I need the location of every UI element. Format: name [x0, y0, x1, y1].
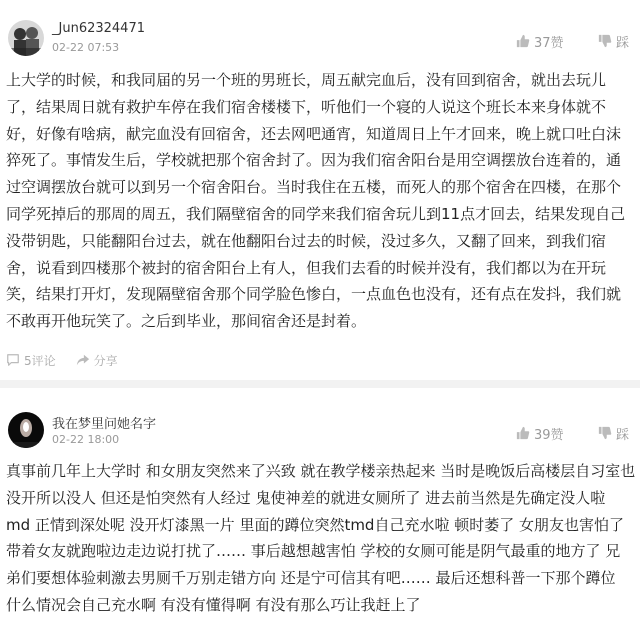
post-line: 舍，说看到四楼那个被封的宿舍阳台上有人，但我们去看的时候并没有，我们都以为在开玩	[6, 258, 607, 277]
share-icon	[76, 353, 90, 367]
post-line: 没开所以没人 但还是怕突然有人经过 鬼使神差的就进女厕所了 进去前当然是先确定没人啦	[6, 488, 606, 507]
like-count: 39赞	[534, 427, 564, 443]
post-header	[0, 392, 640, 456]
post-line: 过空调摆放台就可以到另一个宿舍阳台。当时我住在五楼，而死人的那个宿舍在四楼，在那个	[6, 178, 622, 197]
share-button[interactable]	[76, 352, 118, 369]
post-line: 带着女友就跑啦边走边说打扰了…… 事后越想越害怕 学校的女厕可能是阴气最重的地方了 兄	[6, 542, 621, 561]
post-footer	[6, 350, 118, 370]
dislike-button[interactable]	[598, 424, 629, 442]
avatar[interactable]	[8, 412, 44, 448]
post-line: 真事前几年上大学时 和女朋友突然来了兴致 就在教学楼亲热起来 当时是晚饭后高楼层自习室也	[6, 462, 636, 480]
post-body	[6, 458, 636, 619]
post-line: 什么情况会自己充水啊 有没有懂得啊 有没有那么巧让我赶上了	[6, 595, 421, 614]
like-count: 37赞	[534, 35, 564, 51]
like-button[interactable]	[516, 424, 564, 442]
username[interactable]: _Jun62324471	[52, 21, 145, 36]
dislike-label: 踩	[616, 427, 630, 443]
post-line: 同学死掉后的那周的周五，我们隔壁宿舍的同学来我们宿舍玩儿到11点才回去，结果发现自己	[6, 204, 626, 223]
avatar-figures-icon	[8, 20, 44, 56]
post-line: 了，结果周日就有救护车停在我们宿舍楼楼下，听他们一个寝的人说这个班长本来身体就不	[6, 97, 607, 116]
post-line: 好，好像有啥病，献完血没有回宿舍，还去网吧通宵，知道周日上午才回来，晚上就口吐白沫	[6, 124, 622, 143]
post-body	[6, 67, 636, 335]
post-line: 上大学的时候，和我同届的另一个班的男班长，周五献完血后，没有回到宿舍，就出去玩儿	[6, 71, 607, 89]
dislike-label: 踩	[616, 35, 630, 51]
post-line: 猝死了。事情发生后，学校就把那个宿舍封了。因为我们宿舍阳台是用空调摆放台连着的，通	[6, 151, 622, 170]
post-card	[0, 388, 640, 633]
post-timestamp: 02-22 07:53	[52, 41, 120, 54]
avatar[interactable]	[8, 20, 44, 56]
thumbs-down-icon	[598, 426, 612, 440]
comments-count: 5评论	[24, 353, 56, 368]
post-timestamp: 02-22 18:00	[52, 433, 120, 446]
post-line: md 正情到深处呢 没开灯漆黑一片 里面的蹲位突然tmd自己充水啦 顿时萎了 女朋友也害怕了	[6, 515, 624, 534]
comments-button[interactable]	[6, 352, 56, 369]
thumbs-down-icon	[598, 34, 612, 48]
thumbs-up-icon	[516, 426, 530, 440]
username[interactable]: 我在梦里问她名字	[52, 417, 157, 432]
avatar-glow-icon	[8, 412, 44, 448]
like-button[interactable]	[516, 32, 564, 50]
post-line: 笑，结果打开灯，发现隔壁宿舍那个同学脸色惨白，一点血色也没有，还有点在发抖，我们就	[6, 285, 622, 304]
post-line: 弟们要想体验刺激去男厕千万别走错方向 还是宁可信其有吧…… 最后还想科普一下那个蹲位	[6, 569, 616, 588]
post-divider	[0, 380, 640, 388]
thumbs-up-icon	[516, 34, 530, 48]
post-line: 没带钥匙，只能翻阳台过去，就在他翻阳台过去的时候，没过多久，又翻了回来，到我们宿	[6, 231, 607, 250]
dislike-button[interactable]	[598, 32, 629, 50]
comment-bubble-icon	[6, 353, 20, 367]
share-label: 分享	[93, 353, 118, 368]
post-header	[0, 0, 640, 64]
post-line: 不敢再开他玩笑了。之后到毕业，那间宿舍还是封着。	[6, 312, 367, 331]
